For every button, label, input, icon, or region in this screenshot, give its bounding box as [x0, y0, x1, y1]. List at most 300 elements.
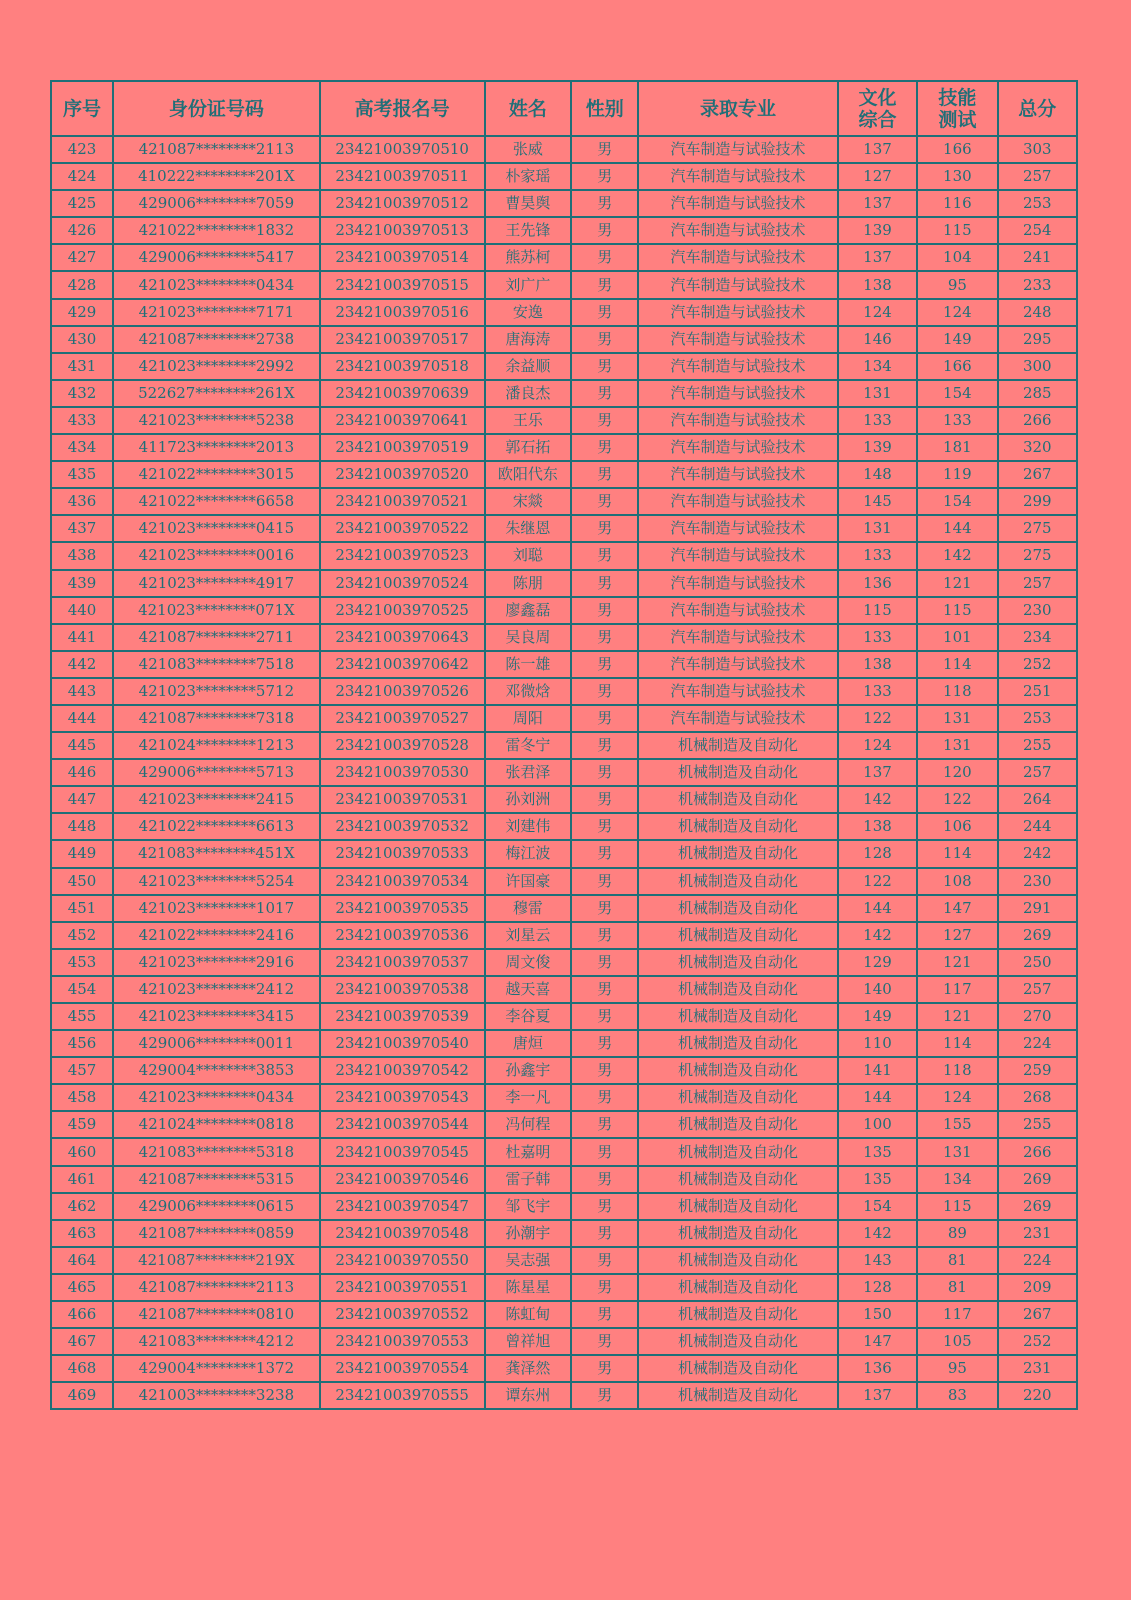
column-header-culture: 文化 综合	[838, 81, 917, 136]
table-header	[51, 81, 1077, 136]
cell-total: 230	[998, 868, 1077, 895]
cell-total: 233	[998, 271, 1077, 298]
cell-gender: 男	[571, 1111, 638, 1138]
cell-id: 421023********5254	[113, 868, 320, 895]
cell-name: 朱继恩	[485, 515, 572, 542]
cell-id: 421087********7318	[113, 705, 320, 732]
cell-gender: 男	[571, 271, 638, 298]
cell-id: 421023********7171	[113, 299, 320, 326]
cell-exam: 23421003970510	[320, 136, 485, 163]
cell-seq: 456	[51, 1030, 113, 1057]
cell-total: 224	[998, 1030, 1077, 1057]
cell-total: 220	[998, 1382, 1077, 1409]
cell-id: 421022********1832	[113, 217, 320, 244]
cell-exam: 23421003970642	[320, 651, 485, 678]
cell-major: 机械制造及自动化	[638, 1003, 838, 1030]
cell-culture: 148	[838, 461, 917, 488]
cell-culture: 137	[838, 190, 917, 217]
cell-name: 刘广广	[485, 271, 572, 298]
cell-exam: 23421003970538	[320, 976, 485, 1003]
table-row	[51, 624, 1077, 651]
cell-seq: 463	[51, 1220, 113, 1247]
cell-skill: 131	[917, 1138, 997, 1165]
cell-skill: 131	[917, 732, 997, 759]
cell-seq: 457	[51, 1057, 113, 1084]
cell-culture: 122	[838, 868, 917, 895]
cell-id: 421083********451X	[113, 840, 320, 867]
cell-gender: 男	[571, 1138, 638, 1165]
cell-seq: 434	[51, 434, 113, 461]
cell-culture: 135	[838, 1166, 917, 1193]
cell-name: 王乐	[485, 407, 572, 434]
cell-seq: 447	[51, 786, 113, 813]
column-header-name: 姓名	[485, 81, 572, 136]
cell-gender: 男	[571, 759, 638, 786]
table-row	[51, 705, 1077, 732]
cell-exam: 23421003970518	[320, 353, 485, 380]
cell-skill: 114	[917, 840, 997, 867]
cell-name: 刘建伟	[485, 813, 572, 840]
cell-total: 253	[998, 190, 1077, 217]
table-row	[51, 813, 1077, 840]
cell-culture: 115	[838, 597, 917, 624]
table-row	[51, 1030, 1077, 1057]
cell-major: 汽车制造与试验技术	[638, 624, 838, 651]
cell-exam: 23421003970530	[320, 759, 485, 786]
cell-exam: 23421003970514	[320, 244, 485, 271]
cell-seq: 446	[51, 759, 113, 786]
cell-skill: 120	[917, 759, 997, 786]
table-row	[51, 1355, 1077, 1382]
cell-seq: 440	[51, 597, 113, 624]
cell-exam: 23421003970515	[320, 271, 485, 298]
cell-culture: 124	[838, 732, 917, 759]
table-row	[51, 217, 1077, 244]
cell-gender: 男	[571, 1193, 638, 1220]
cell-seq: 426	[51, 217, 113, 244]
cell-exam: 23421003970551	[320, 1274, 485, 1301]
cell-major: 机械制造及自动化	[638, 813, 838, 840]
cell-culture: 142	[838, 786, 917, 813]
cell-culture: 136	[838, 570, 917, 597]
cell-skill: 121	[917, 1003, 997, 1030]
cell-seq: 443	[51, 678, 113, 705]
cell-name: 周阳	[485, 705, 572, 732]
table-row	[51, 434, 1077, 461]
cell-total: 300	[998, 353, 1077, 380]
cell-major: 汽车制造与试验技术	[638, 678, 838, 705]
cell-skill: 122	[917, 786, 997, 813]
cell-gender: 男	[571, 732, 638, 759]
cell-id: 421083********7518	[113, 651, 320, 678]
cell-exam: 23421003970517	[320, 326, 485, 353]
cell-seq: 449	[51, 840, 113, 867]
table-row	[51, 1111, 1077, 1138]
cell-skill: 155	[917, 1111, 997, 1138]
table-row	[51, 488, 1077, 515]
table-body	[51, 136, 1077, 1409]
cell-total: 224	[998, 1247, 1077, 1274]
cell-culture: 131	[838, 380, 917, 407]
cell-major: 机械制造及自动化	[638, 1138, 838, 1165]
table-row	[51, 651, 1077, 678]
cell-culture: 145	[838, 488, 917, 515]
cell-name: 李一凡	[485, 1084, 572, 1111]
table-row	[51, 1220, 1077, 1247]
cell-major: 汽车制造与试验技术	[638, 299, 838, 326]
cell-name: 曾祥旭	[485, 1328, 572, 1355]
cell-major: 机械制造及自动化	[638, 922, 838, 949]
cell-major: 机械制造及自动化	[638, 1382, 838, 1409]
cell-name: 安逸	[485, 299, 572, 326]
cell-gender: 男	[571, 1003, 638, 1030]
cell-gender: 男	[571, 1301, 638, 1328]
cell-gender: 男	[571, 244, 638, 271]
cell-exam: 23421003970520	[320, 461, 485, 488]
cell-exam: 23421003970534	[320, 868, 485, 895]
cell-exam: 23421003970540	[320, 1030, 485, 1057]
cell-major: 汽车制造与试验技术	[638, 217, 838, 244]
cell-skill: 117	[917, 1301, 997, 1328]
cell-skill: 127	[917, 922, 997, 949]
cell-major: 汽车制造与试验技术	[638, 407, 838, 434]
cell-gender: 男	[571, 705, 638, 732]
table-row	[51, 542, 1077, 569]
table-row	[51, 353, 1077, 380]
cell-major: 机械制造及自动化	[638, 868, 838, 895]
cell-gender: 男	[571, 1084, 638, 1111]
cell-name: 谭东州	[485, 1382, 572, 1409]
cell-total: 257	[998, 759, 1077, 786]
cell-name: 王先锋	[485, 217, 572, 244]
cell-major: 汽车制造与试验技术	[638, 136, 838, 163]
cell-name: 陈虹甸	[485, 1301, 572, 1328]
cell-total: 295	[998, 326, 1077, 353]
cell-exam: 23421003970555	[320, 1382, 485, 1409]
cell-name: 张君泽	[485, 759, 572, 786]
cell-seq: 445	[51, 732, 113, 759]
cell-seq: 438	[51, 542, 113, 569]
cell-exam: 23421003970536	[320, 922, 485, 949]
cell-seq: 452	[51, 922, 113, 949]
cell-gender: 男	[571, 1057, 638, 1084]
cell-gender: 男	[571, 678, 638, 705]
cell-id: 421022********3015	[113, 461, 320, 488]
cell-exam: 23421003970525	[320, 597, 485, 624]
cell-culture: 137	[838, 136, 917, 163]
cell-gender: 男	[571, 299, 638, 326]
cell-id: 421023********0434	[113, 1084, 320, 1111]
cell-name: 孙刘洲	[485, 786, 572, 813]
column-header-major: 录取专业	[638, 81, 838, 136]
cell-name: 穆雷	[485, 895, 572, 922]
cell-name: 潘良杰	[485, 380, 572, 407]
cell-total: 266	[998, 1138, 1077, 1165]
cell-total: 230	[998, 597, 1077, 624]
cell-total: 269	[998, 1166, 1077, 1193]
cell-exam: 23421003970516	[320, 299, 485, 326]
cell-major: 汽车制造与试验技术	[638, 434, 838, 461]
cell-seq: 455	[51, 1003, 113, 1030]
cell-major: 汽车制造与试验技术	[638, 515, 838, 542]
table-row	[51, 597, 1077, 624]
table-row	[51, 1301, 1077, 1328]
cell-culture: 138	[838, 813, 917, 840]
cell-gender: 男	[571, 570, 638, 597]
cell-id: 421023********5238	[113, 407, 320, 434]
cell-gender: 男	[571, 353, 638, 380]
cell-seq: 427	[51, 244, 113, 271]
cell-major: 汽车制造与试验技术	[638, 705, 838, 732]
cell-gender: 男	[571, 949, 638, 976]
cell-major: 机械制造及自动化	[638, 1111, 838, 1138]
cell-seq: 458	[51, 1084, 113, 1111]
cell-skill: 105	[917, 1328, 997, 1355]
table-row	[51, 244, 1077, 271]
cell-culture: 154	[838, 1193, 917, 1220]
cell-skill: 81	[917, 1247, 997, 1274]
cell-seq: 462	[51, 1193, 113, 1220]
table-row	[51, 570, 1077, 597]
cell-name: 雷冬宁	[485, 732, 572, 759]
cell-gender: 男	[571, 434, 638, 461]
cell-skill: 83	[917, 1382, 997, 1409]
cell-id: 421087********2738	[113, 326, 320, 353]
column-header-skill: 技能 测试	[917, 81, 997, 136]
cell-seq: 450	[51, 868, 113, 895]
cell-id: 411723********2013	[113, 434, 320, 461]
cell-gender: 男	[571, 868, 638, 895]
cell-total: 242	[998, 840, 1077, 867]
cell-id: 421023********5712	[113, 678, 320, 705]
cell-seq: 459	[51, 1111, 113, 1138]
cell-major: 机械制造及自动化	[638, 976, 838, 1003]
cell-exam: 23421003970550	[320, 1247, 485, 1274]
cell-major: 机械制造及自动化	[638, 1084, 838, 1111]
table-row	[51, 840, 1077, 867]
cell-id: 421023********2415	[113, 786, 320, 813]
cell-skill: 130	[917, 163, 997, 190]
cell-seq: 444	[51, 705, 113, 732]
cell-seq: 469	[51, 1382, 113, 1409]
cell-total: 320	[998, 434, 1077, 461]
cell-seq: 442	[51, 651, 113, 678]
cell-total: 231	[998, 1355, 1077, 1382]
cell-id: 421087********5315	[113, 1166, 320, 1193]
cell-skill: 114	[917, 1030, 997, 1057]
cell-seq: 451	[51, 895, 113, 922]
cell-total: 267	[998, 1301, 1077, 1328]
table-row	[51, 271, 1077, 298]
cell-seq: 460	[51, 1138, 113, 1165]
cell-skill: 142	[917, 542, 997, 569]
cell-major: 汽车制造与试验技术	[638, 190, 838, 217]
cell-name: 唐烜	[485, 1030, 572, 1057]
cell-name: 刘聪	[485, 542, 572, 569]
cell-name: 孙潮宇	[485, 1220, 572, 1247]
cell-seq: 428	[51, 271, 113, 298]
cell-name: 杜嘉明	[485, 1138, 572, 1165]
cell-seq: 454	[51, 976, 113, 1003]
cell-id: 421087********0810	[113, 1301, 320, 1328]
cell-exam: 23421003970545	[320, 1138, 485, 1165]
cell-major: 机械制造及自动化	[638, 732, 838, 759]
cell-major: 机械制造及自动化	[638, 1274, 838, 1301]
cell-culture: 124	[838, 299, 917, 326]
cell-seq: 429	[51, 299, 113, 326]
cell-seq: 461	[51, 1166, 113, 1193]
cell-name: 宋燚	[485, 488, 572, 515]
cell-major: 汽车制造与试验技术	[638, 244, 838, 271]
cell-id: 421023********2916	[113, 949, 320, 976]
cell-major: 汽车制造与试验技术	[638, 163, 838, 190]
cell-total: 248	[998, 299, 1077, 326]
table-row	[51, 922, 1077, 949]
cell-seq: 430	[51, 326, 113, 353]
cell-skill: 118	[917, 678, 997, 705]
cell-name: 余益顺	[485, 353, 572, 380]
cell-exam: 23421003970519	[320, 434, 485, 461]
cell-exam: 23421003970523	[320, 542, 485, 569]
cell-culture: 144	[838, 1084, 917, 1111]
cell-gender: 男	[571, 651, 638, 678]
cell-total: 254	[998, 217, 1077, 244]
cell-skill: 115	[917, 217, 997, 244]
table-row	[51, 326, 1077, 353]
cell-id: 421024********1213	[113, 732, 320, 759]
cell-seq: 431	[51, 353, 113, 380]
cell-id: 429006********0011	[113, 1030, 320, 1057]
table-row	[51, 895, 1077, 922]
cell-major: 机械制造及自动化	[638, 759, 838, 786]
cell-name: 张威	[485, 136, 572, 163]
cell-skill: 131	[917, 705, 997, 732]
cell-total: 231	[998, 1220, 1077, 1247]
cell-id: 522627********261X	[113, 380, 320, 407]
cell-exam: 23421003970554	[320, 1355, 485, 1382]
cell-total: 244	[998, 813, 1077, 840]
cell-gender: 男	[571, 217, 638, 244]
cell-skill: 124	[917, 1084, 997, 1111]
cell-id: 429006********5417	[113, 244, 320, 271]
cell-culture: 129	[838, 949, 917, 976]
cell-gender: 男	[571, 380, 638, 407]
cell-total: 275	[998, 542, 1077, 569]
cell-major: 汽车制造与试验技术	[638, 353, 838, 380]
header-row	[51, 81, 1077, 136]
cell-gender: 男	[571, 461, 638, 488]
cell-gender: 男	[571, 1274, 638, 1301]
cell-exam: 23421003970513	[320, 217, 485, 244]
cell-id: 421003********3238	[113, 1382, 320, 1409]
cell-culture: 131	[838, 515, 917, 542]
cell-exam: 23421003970532	[320, 813, 485, 840]
cell-gender: 男	[571, 976, 638, 1003]
cell-name: 邓微焓	[485, 678, 572, 705]
cell-culture: 140	[838, 976, 917, 1003]
cell-gender: 男	[571, 488, 638, 515]
cell-culture: 142	[838, 922, 917, 949]
cell-exam: 23421003970533	[320, 840, 485, 867]
cell-total: 268	[998, 1084, 1077, 1111]
table-row	[51, 299, 1077, 326]
cell-total: 257	[998, 163, 1077, 190]
cell-skill: 121	[917, 949, 997, 976]
column-header-total: 总分	[998, 81, 1077, 136]
cell-gender: 男	[571, 1166, 638, 1193]
table-row	[51, 1247, 1077, 1274]
cell-skill: 114	[917, 651, 997, 678]
cell-culture: 133	[838, 542, 917, 569]
table-row	[51, 868, 1077, 895]
cell-skill: 121	[917, 570, 997, 597]
admission-table	[50, 80, 1078, 1410]
cell-skill: 115	[917, 1193, 997, 1220]
cell-total: 241	[998, 244, 1077, 271]
cell-id: 421022********6658	[113, 488, 320, 515]
cell-skill: 115	[917, 597, 997, 624]
table-row	[51, 976, 1077, 1003]
cell-exam: 23421003970543	[320, 1084, 485, 1111]
cell-exam: 23421003970552	[320, 1301, 485, 1328]
cell-id: 421023********0016	[113, 542, 320, 569]
cell-culture: 150	[838, 1301, 917, 1328]
cell-id: 421024********0818	[113, 1111, 320, 1138]
cell-exam: 23421003970544	[320, 1111, 485, 1138]
cell-total: 252	[998, 651, 1077, 678]
table-row	[51, 515, 1077, 542]
cell-id: 421087********2113	[113, 1274, 320, 1301]
column-header-seq: 序号	[51, 81, 113, 136]
cell-name: 越天喜	[485, 976, 572, 1003]
cell-skill: 117	[917, 976, 997, 1003]
cell-skill: 89	[917, 1220, 997, 1247]
cell-id: 429006********5713	[113, 759, 320, 786]
cell-culture: 139	[838, 217, 917, 244]
cell-total: 299	[998, 488, 1077, 515]
cell-culture: 128	[838, 840, 917, 867]
cell-major: 汽车制造与试验技术	[638, 570, 838, 597]
cell-seq: 439	[51, 570, 113, 597]
column-header-gender: 性别	[571, 81, 638, 136]
cell-seq: 466	[51, 1301, 113, 1328]
cell-skill: 118	[917, 1057, 997, 1084]
cell-gender: 男	[571, 840, 638, 867]
table-row	[51, 1382, 1077, 1409]
cell-culture: 141	[838, 1057, 917, 1084]
cell-name: 孙鑫宇	[485, 1057, 572, 1084]
cell-id: 421023********2412	[113, 976, 320, 1003]
cell-name: 李谷夏	[485, 1003, 572, 1030]
cell-name: 刘星云	[485, 922, 572, 949]
cell-id: 421023********0415	[113, 515, 320, 542]
cell-total: 255	[998, 732, 1077, 759]
cell-id: 421083********4212	[113, 1328, 320, 1355]
cell-major: 汽车制造与试验技术	[638, 542, 838, 569]
cell-gender: 男	[571, 163, 638, 190]
cell-name: 邹飞宇	[485, 1193, 572, 1220]
cell-name: 熊苏柯	[485, 244, 572, 271]
cell-exam: 23421003970639	[320, 380, 485, 407]
cell-id: 429006********0615	[113, 1193, 320, 1220]
cell-name: 冯何程	[485, 1111, 572, 1138]
cell-total: 255	[998, 1111, 1077, 1138]
cell-total: 270	[998, 1003, 1077, 1030]
cell-major: 汽车制造与试验技术	[638, 271, 838, 298]
cell-major: 机械制造及自动化	[638, 1030, 838, 1057]
cell-gender: 男	[571, 542, 638, 569]
cell-gender: 男	[571, 1382, 638, 1409]
